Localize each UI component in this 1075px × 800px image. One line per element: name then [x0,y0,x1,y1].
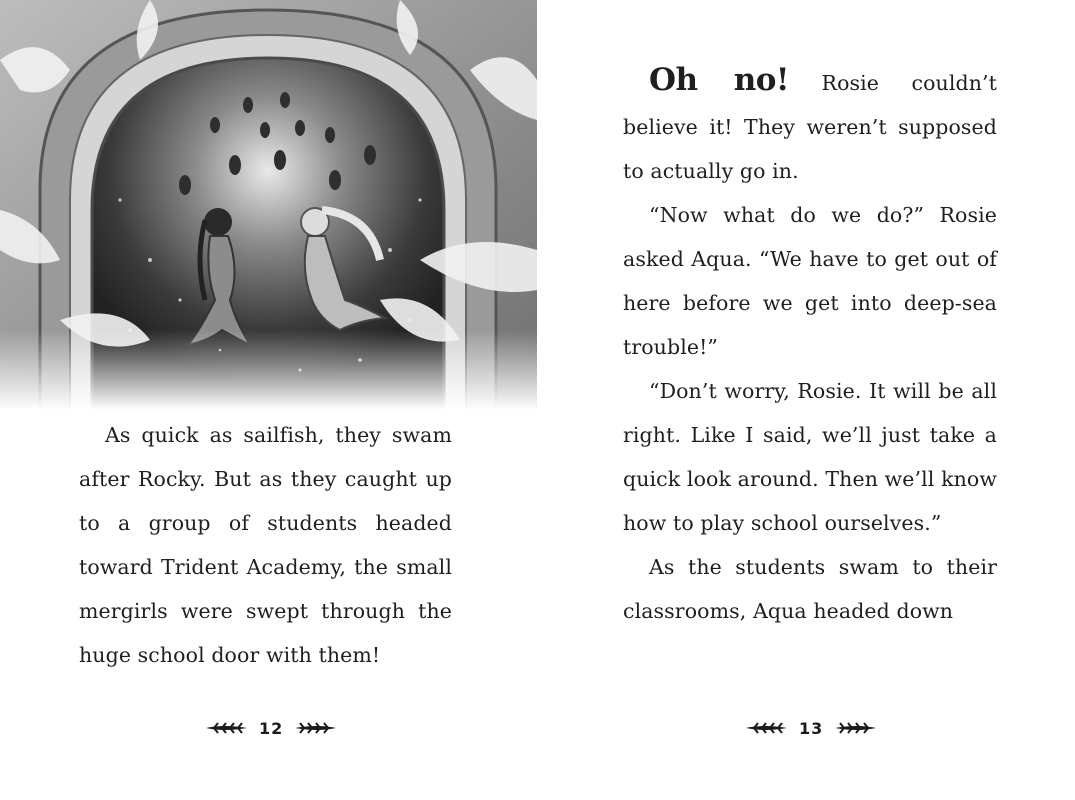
page-number: 12 [259,718,284,738]
page-illustration [0,0,537,410]
leaf-ornament-icon [293,721,338,735]
right-page [538,0,1075,800]
leaf-ornament-icon [744,721,789,735]
left-page [0,0,537,800]
opening-rest: Rosie couldn’t believe it! They weren’t supposed to actually go in. [623,71,997,183]
left-page-text [79,413,452,677]
paragraph: “Don’t worry, Rosie. It will be all right. Like I said, we’ll just take a quick look around. Then we’ll know how to play school ourselves.” [623,379,997,535]
right-page-text [623,58,997,633]
paragraph: As quick as sailfish, they swam after Rocky. But as they caught up to a group of students headed toward Trident Academy, the small mergirls were swept through the huge school door with them! [79,423,452,667]
folio-right [744,716,878,740]
leaf-ornament-icon [204,721,249,735]
leaf-ornament-icon [833,721,878,735]
paragraph: “Now what do we do?” Rosie asked Aqua. “We have to get out of here before we get into deep-sea trouble!” [623,203,997,359]
page-number: 13 [799,718,824,738]
opening-paragraph [623,58,997,193]
opening-emphasis: Oh no! [649,62,790,98]
folio-left [204,716,338,740]
paragraph: As the students swam to their classrooms, Aqua headed down [623,555,997,623]
